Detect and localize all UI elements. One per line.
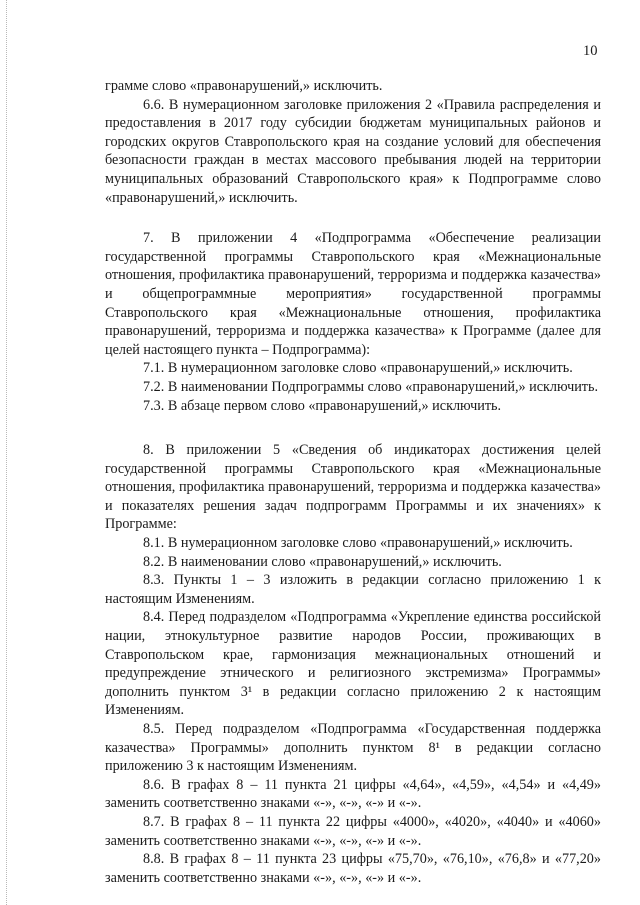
paragraph-8-8: 8.8. В графах 8 – 11 пункта 23 цифры «75,70», «76,10», «76,8» и «77,20» заменить соответственно знаками «-», «-», «-» и «-».	[105, 851, 601, 886]
document-body	[105, 77, 601, 887]
page-number: 10	[583, 43, 598, 59]
paragraph-8: 8. В приложении 5 «Сведения об индикаторах достижения целей государственной программы Ставропольского края «Межнациональные отношения, профилактика правонарушений, терроризма и поддержка казачества» и показателях решения задач подпрограмм Программы и их значениях» к Программе:	[105, 442, 601, 533]
paragraph-8-6: 8.6. В графах 8 – 11 пункта 21 цифры «4,64», «4,59», «4,54» и «4,49» заменить соответственно знаками «-», «-», «-» и «-».	[105, 776, 601, 812]
paragraph-8-1: 8.1. В нумерационном заголовке слово «правонарушений,» исключить.	[143, 535, 573, 552]
page-edge-line	[6, 0, 7, 905]
paragraph-7-1: 7.1. В нумерационном заголовке слово «правонарушений,» исключить.	[143, 360, 573, 377]
paragraph-8-7: 8.7. В графах 8 – 11 пункта 22 цифры «4000», «4020», «4040» и «4060» заменить соответственно знаками «-», «-», «-» и «-».	[105, 813, 601, 849]
paragraph-6-6: 6.6. В нумерационном заголовке приложения 2 «Правила распределения и предоставления в 2017 году субсидии бюджетам муниципальных районов и городских округов Ставропольского края на создание условий для обеспечения безопасности граждан в местах массового пребывания людей на территории муниципальных образований Ставропольского края» к Подпрограмме слово «правонарушений,» исключить.	[105, 96, 601, 206]
paragraph-continuation: грамме слово «правонарушений,» исключить.	[105, 78, 383, 94]
paragraph-7-2: 7.2. В наименовании Подпрограммы слово «правонарушений,» исключить.	[143, 378, 599, 395]
paragraph-7: 7. В приложении 4 «Подпрограмма «Обеспечение реализации государственной программы Ставропольского края «Межнациональные отношения, профилактика правонарушений, терроризма и поддержка казачества» и общепрограммные мероприятия» государственной программы Ставропольского края «Межнациональные отношения, профилактика правонарушений, терроризма и поддержка казачества» к Программе (далее для целей настоящего пункта – Подпрограмма):	[105, 230, 601, 358]
paragraph-8-5: 8.5. Перед подразделом «Подпрограмма «Государственная поддержка казачества» Программы» дополнить пунктом 8¹ в редакции согласно приложению 3 к настоящим Изменениям.	[105, 721, 601, 775]
paragraph-8-2: 8.2. В наименовании слово «правонарушений,» исключить.	[143, 553, 502, 570]
paragraph-7-3: 7.3. В абзаце первом слово «правонарушений,» исключить.	[143, 397, 502, 414]
paragraph-8-4: 8.4. Перед подразделом «Подпрограмма «Укрепление единства российской нации, этнокультурное развитие народов России, проживающих в Ставропольском крае, гармонизация межнациональных отношений и предупреждение этнического и религиозного экстремизма» Программы» дополнить пунктом 3¹ в редакции согласно приложению 2 к настоящим Изменениям.	[105, 609, 601, 719]
paragraph-8-3: 8.3. Пункты 1 – 3 изложить в редакции согласно приложению 1 к настоящим Изменениям.	[105, 572, 601, 607]
